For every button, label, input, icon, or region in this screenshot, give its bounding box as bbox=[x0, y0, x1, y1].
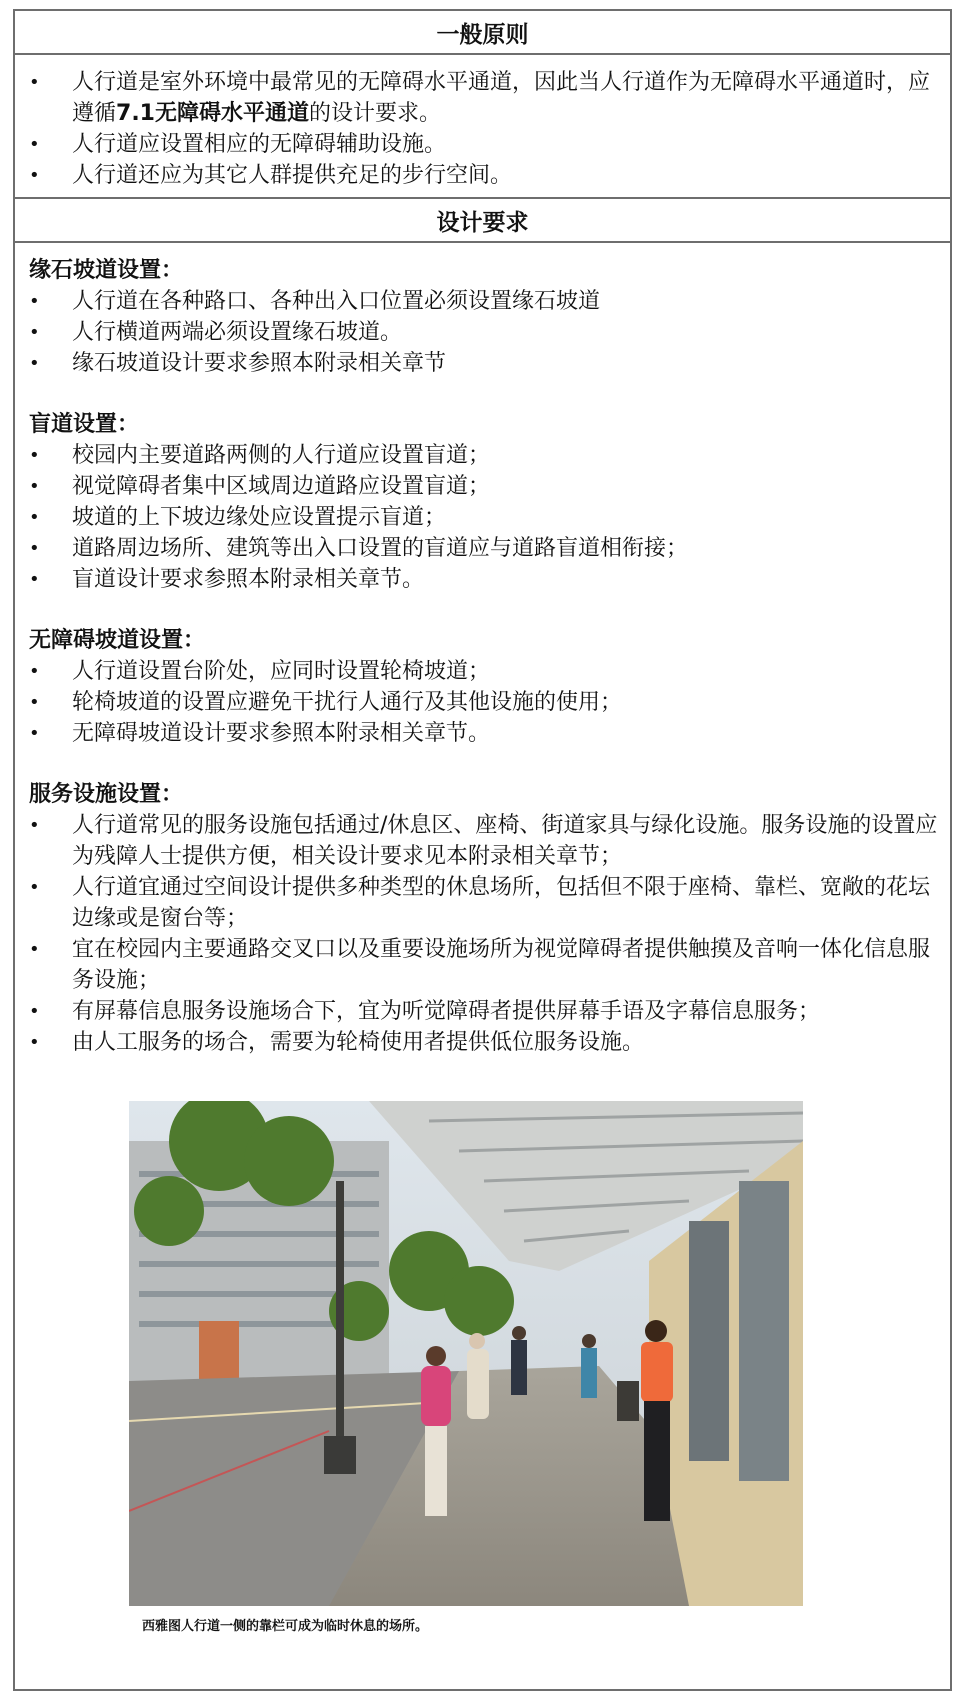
bullet-icon: • bbox=[29, 815, 40, 836]
list-item: • 人行道常见的服务设施包括通过/休息区、座椅、街道家具与绿化设施。服务设施的设置应为残障人士提供方便，相关设计要求见本附录相关章节； bbox=[15, 810, 950, 872]
service-facilities-section-title: 服务设施设置： bbox=[29, 782, 184, 807]
general-principles-heading: 一般原则 bbox=[15, 11, 950, 55]
bullet-icon: • bbox=[29, 692, 40, 713]
service-facilities-list bbox=[15, 810, 950, 1058]
list-item: • 坡道的上下坡边缘处应设置提示盲道； bbox=[15, 502, 950, 533]
bullet-icon: • bbox=[29, 353, 40, 374]
list-item: • 道路周边场所、建筑等出入口设置的盲道应与道路盲道相衔接； bbox=[15, 533, 950, 564]
design-requirements-heading: 设计要求 bbox=[15, 197, 950, 243]
bullet-icon: • bbox=[29, 723, 40, 744]
list-item: • 有屏幕信息服务设施场合下，宜为听觉障碍者提供屏幕手语及字幕信息服务； bbox=[15, 996, 950, 1027]
sidewalk-photo bbox=[129, 1101, 803, 1606]
list-item: • 由人工服务的场合，需要为轮椅使用者提供低位服务设施。 bbox=[15, 1027, 950, 1058]
bullet-icon: • bbox=[29, 134, 40, 155]
list-item: • 人行道宜通过空间设计提供多种类型的休息场所，包括但不限于座椅、靠栏、宽敞的花坛边缘或是窗台等； bbox=[15, 872, 950, 934]
bullet-icon: • bbox=[29, 476, 40, 497]
bullet-icon: • bbox=[29, 877, 40, 898]
bullet-icon: • bbox=[29, 939, 40, 960]
list-item: • 人行横道两端必须设置缘石坡道。 bbox=[15, 317, 950, 348]
general-principles-list bbox=[15, 67, 950, 191]
accessible-ramp-list bbox=[15, 656, 950, 749]
list-item: • 人行道设置台阶处，应同时设置轮椅坡道； bbox=[15, 656, 950, 687]
list-item: • 宜在校园内主要通路交叉口以及重要设施场所为视觉障碍者提供触摸及音响一体化信息服务设施； bbox=[15, 934, 950, 996]
sidewalk-photo-illustration bbox=[129, 1101, 803, 1606]
list-item: • 校园内主要道路两侧的人行道应设置盲道； bbox=[15, 440, 950, 471]
bullet-icon: • bbox=[29, 569, 40, 590]
list-item: • 人行道还应为其它人群提供充足的步行空间。 bbox=[15, 160, 950, 191]
list-item: • 人行道在各种路口、各种出入口位置必须设置缘石坡道 bbox=[15, 286, 950, 317]
list-item: • 轮椅坡道的设置应避免干扰行人通行及其他设施的使用； bbox=[15, 687, 950, 718]
bullet-icon: • bbox=[29, 72, 40, 93]
tactile-paving-section-title: 盲道设置： bbox=[29, 412, 140, 437]
bullet-icon: • bbox=[29, 507, 40, 528]
bullet-icon: • bbox=[29, 291, 40, 312]
list-item: • 无障碍坡道设计要求参照本附录相关章节。 bbox=[15, 718, 950, 749]
bullet-icon: • bbox=[29, 165, 40, 186]
bullet-icon: • bbox=[29, 538, 40, 559]
bullet-icon: • bbox=[29, 445, 40, 466]
bullet-icon: • bbox=[29, 661, 40, 682]
photo-caption: 西雅图人行道一侧的靠栏可成为临时休息的场所。 bbox=[142, 1619, 429, 1634]
curb-ramp-section-title: 缘石坡道设置： bbox=[29, 258, 184, 283]
list-item: • 人行道是室外环境中最常见的无障碍水平通道，因此当人行道作为无障碍水平通道时，应遵循7.1无障碍水平通道的设计要求。 bbox=[15, 67, 950, 129]
bullet-icon: • bbox=[29, 322, 40, 343]
accessible-ramp-section-title: 无障碍坡道设置： bbox=[29, 628, 206, 653]
tactile-paving-list bbox=[15, 440, 950, 595]
list-item: • 盲道设计要求参照本附录相关章节。 bbox=[15, 564, 950, 595]
list-item: • 人行道应设置相应的无障碍辅助设施。 bbox=[15, 129, 950, 160]
list-item: • 视觉障碍者集中区域周边道路应设置盲道； bbox=[15, 471, 950, 502]
bullet-icon: • bbox=[29, 1032, 40, 1053]
curb-ramp-list bbox=[15, 286, 950, 379]
list-item: • 缘石坡道设计要求参照本附录相关章节 bbox=[15, 348, 950, 379]
bullet-icon: • bbox=[29, 1001, 40, 1022]
